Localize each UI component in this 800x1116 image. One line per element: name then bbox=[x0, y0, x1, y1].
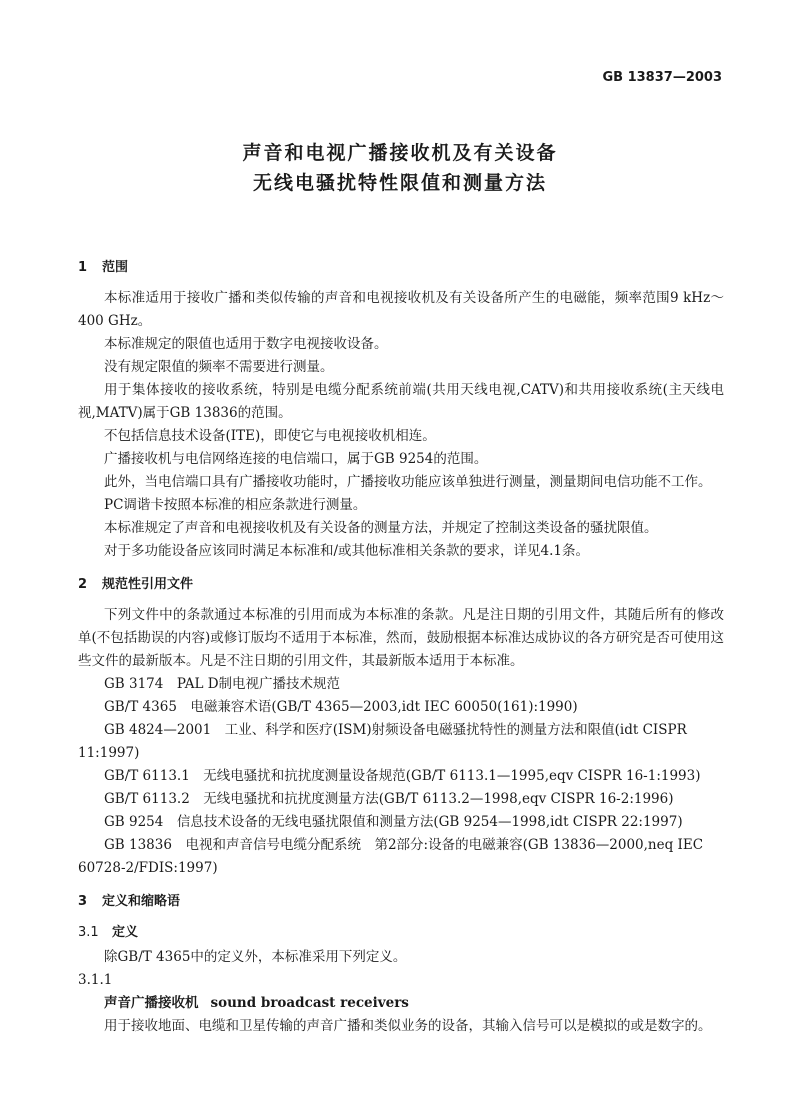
term-definition: 用于接收地面、电缆和卫星传输的声音广播和类似业务的设备，其输入信号可以是模拟的或是数字的。 bbox=[104, 1018, 712, 1034]
paragraph: 对于多功能设备应该同时满足本标准和/或其他标准相关条款的要求，详见4.1条。 bbox=[104, 543, 590, 559]
section-title: 规范性引用文件 bbox=[102, 577, 194, 592]
section-2-heading bbox=[78, 573, 724, 596]
paragraph: 下列文件中的条款通过本标准的引用而成为本标准的条款。凡是注日期的引用文件，其随后所有的修改单(不包括勘误的内容)或修订版均不适用于本标准，然而，鼓励根据本标准达成协议的各方研究是否可使用这些文件的最新版本。凡是不注日期的引用文件，其最新版本适用于本标准。 bbox=[78, 607, 724, 669]
paragraph: 不包括信息技术设备(ITE)，即使它与电视接收机相连。 bbox=[104, 428, 436, 444]
section-1-heading bbox=[78, 256, 724, 279]
section-number: 2 bbox=[78, 577, 88, 592]
term-chinese: 声音广播接收机 bbox=[104, 995, 199, 1011]
document-body bbox=[78, 246, 724, 1038]
subsection-title: 定义 bbox=[112, 925, 139, 940]
reference-item: GB/T 6113.2 无线电骚扰和抗扰度测量方法(GB/T 6113.2—1998,eqv CISPR 16-2:1996) bbox=[104, 791, 674, 807]
term-entry bbox=[78, 992, 724, 1015]
subsection-number: 3.1 bbox=[78, 925, 99, 940]
paragraph: 本标准规定了声音和电视接收机及有关设备的测量方法，并规定了控制这类设备的骚扰限值。 bbox=[104, 520, 658, 536]
paragraph: 本标准适用于接收广播和类似传输的声音和电视接收机及有关设备所产生的电磁能，频率范围9 kHz～400 GHz。 bbox=[78, 290, 724, 329]
subsection-3-1-heading bbox=[78, 921, 724, 944]
title-line-1: 声音和电视广播接收机及有关设备 bbox=[242, 142, 558, 164]
paragraph: 没有规定限值的频率不需要进行测量。 bbox=[104, 359, 334, 375]
reference-item: GB 13836 电视和声音信号电缆分配系统 第2部分:设备的电磁兼容(GB 13836—2000,neq IEC 60728-2/FDIS:1997) bbox=[78, 837, 704, 876]
subsection-3-1-1-number: 3.1.1 bbox=[78, 972, 113, 988]
paragraph: 广播接收机与电信网络连接的电信端口，属于GB 9254的范围。 bbox=[104, 451, 488, 467]
title-line-2: 无线电骚扰特性限值和测量方法 bbox=[252, 172, 547, 194]
section-3-heading bbox=[78, 890, 724, 913]
reference-item: GB 3174 PAL D制电视广播技术规范 bbox=[104, 676, 341, 692]
standard-code: GB 13837—2003 bbox=[602, 70, 722, 85]
term-english: sound broadcast receivers bbox=[210, 995, 409, 1011]
paragraph: 此外，当电信端口具有广播接收功能时，广播接收功能应该单独进行测量，测量期间电信功能不工作。 bbox=[104, 474, 712, 490]
section-title: 范围 bbox=[102, 260, 129, 275]
section-number: 1 bbox=[78, 260, 88, 275]
document-title bbox=[0, 138, 800, 198]
reference-item: GB 4824—2001 工业、科学和医疗(ISM)射频设备电磁骚扰特性的测量方法和限值(idt CISPR 11:1997) bbox=[78, 722, 687, 761]
paragraph: 除GB/T 4365中的定义外，本标准采用下列定义。 bbox=[104, 949, 407, 965]
section-title: 定义和缩略语 bbox=[102, 894, 181, 909]
section-number: 3 bbox=[78, 894, 88, 909]
reference-item: GB/T 4365 电磁兼容术语(GB/T 4365—2003,idt IEC 60050(161):1990) bbox=[104, 699, 578, 715]
paragraph: 本标准规定的限值也适用于数字电视接收设备。 bbox=[104, 336, 388, 352]
paragraph: PC调谐卡按照本标准的相应条款进行测量。 bbox=[104, 497, 367, 513]
reference-item: GB/T 6113.1 无线电骚扰和抗扰度测量设备规范(GB/T 6113.1—1995,eqv CISPR 16-1:1993) bbox=[104, 768, 701, 784]
reference-item: GB 9254 信息技术设备的无线电骚扰限值和测量方法(GB 9254—1998,idt CISPR 22:1997) bbox=[104, 814, 683, 830]
paragraph: 用于集体接收的接收系统，特别是电缆分配系统前端(共用天线电视,CATV)和共用接收系统(主天线电视,MATV)属于GB 13836的范围。 bbox=[78, 382, 724, 421]
